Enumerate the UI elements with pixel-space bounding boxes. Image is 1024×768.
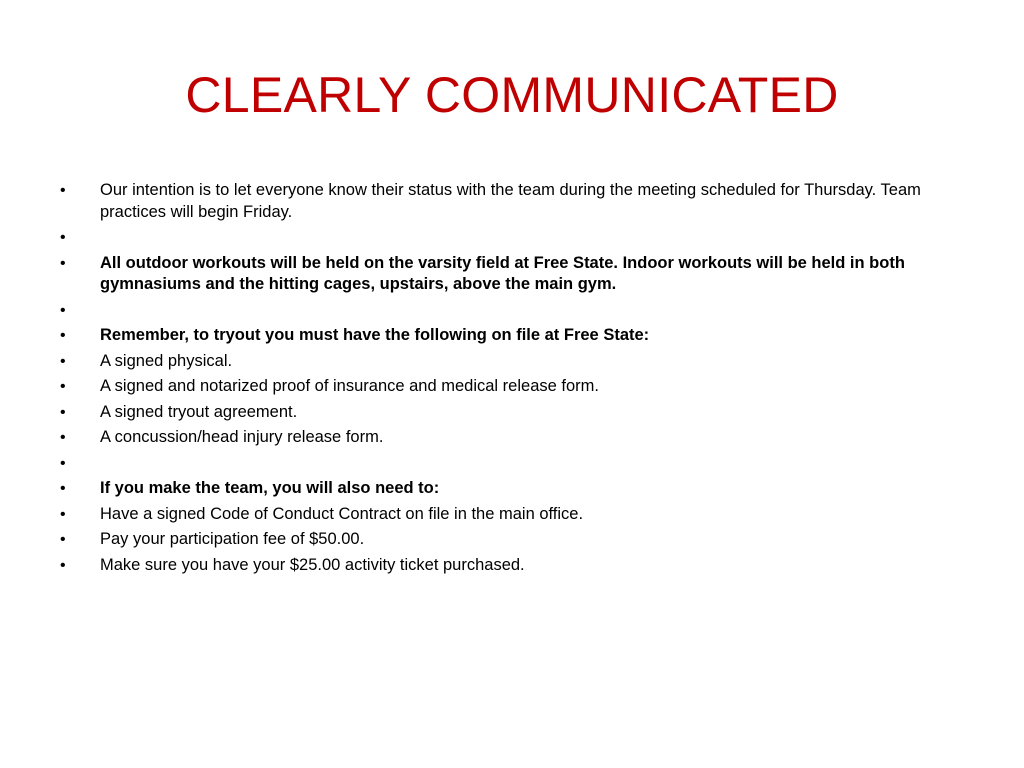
bullet-text: If you make the team, you will also need to:	[100, 479, 440, 497]
bullet-item	[60, 180, 965, 223]
bullet-item	[60, 453, 965, 475]
bullet-icon: •	[60, 480, 66, 497]
bullet-item	[60, 376, 965, 398]
bullet-icon: •	[60, 182, 66, 199]
bullet-item	[60, 427, 965, 449]
bullet-item	[60, 351, 965, 373]
bullet-text: A signed tryout agreement.	[100, 402, 298, 421]
bullet-item	[60, 402, 965, 424]
bullet-list	[60, 180, 965, 580]
bullet-text: Have a signed Code of Conduct Contract on file in the main office.	[100, 504, 584, 523]
bullet-icon: •	[60, 229, 66, 246]
bullet-icon: •	[60, 531, 66, 548]
bullet-item	[60, 555, 965, 577]
bullet-text: A signed and notarized proof of insurance and medical release form.	[100, 377, 599, 395]
bullet-item	[60, 529, 965, 551]
bullet-icon: •	[60, 454, 66, 472]
bullet-icon: •	[60, 352, 66, 370]
bullet-text: A concussion/head injury release form.	[100, 428, 384, 446]
bullet-text: Make sure you have your $25.00 activity ticket purchased.	[100, 555, 525, 574]
bullet-icon: •	[60, 327, 66, 344]
bullet-text: All outdoor workouts will be held on the varsity field at Free State. Indoor workouts will be held in both gymnasiums and the hitting cages, upstairs, above the main gym.	[100, 253, 905, 293]
bullet-text: Our intention is to let everyone know their status with the team during the meeting scheduled for Thursday. Team practices will begin Friday.	[100, 181, 921, 221]
bullet-item	[60, 504, 965, 526]
bullet-item	[60, 478, 965, 500]
bullet-text: Remember, to tryout you must have the following on file at Free State:	[100, 326, 650, 344]
bullet-item	[60, 325, 965, 347]
bullet-icon: •	[60, 301, 66, 319]
bullet-text: Pay your participation fee of $50.00.	[100, 530, 365, 548]
slide-title: CLEARLY COMMUNICATED	[185, 67, 839, 123]
bullet-icon: •	[60, 556, 66, 574]
bullet-icon: •	[60, 429, 66, 446]
bullet-text: A signed physical.	[100, 351, 233, 370]
bullet-icon: •	[60, 254, 66, 272]
bullet-item	[60, 227, 965, 249]
bullet-item	[60, 253, 965, 296]
bullet-icon: •	[60, 505, 66, 523]
bullet-icon: •	[60, 378, 66, 395]
bullet-icon: •	[60, 403, 66, 421]
bullet-item	[60, 300, 965, 322]
